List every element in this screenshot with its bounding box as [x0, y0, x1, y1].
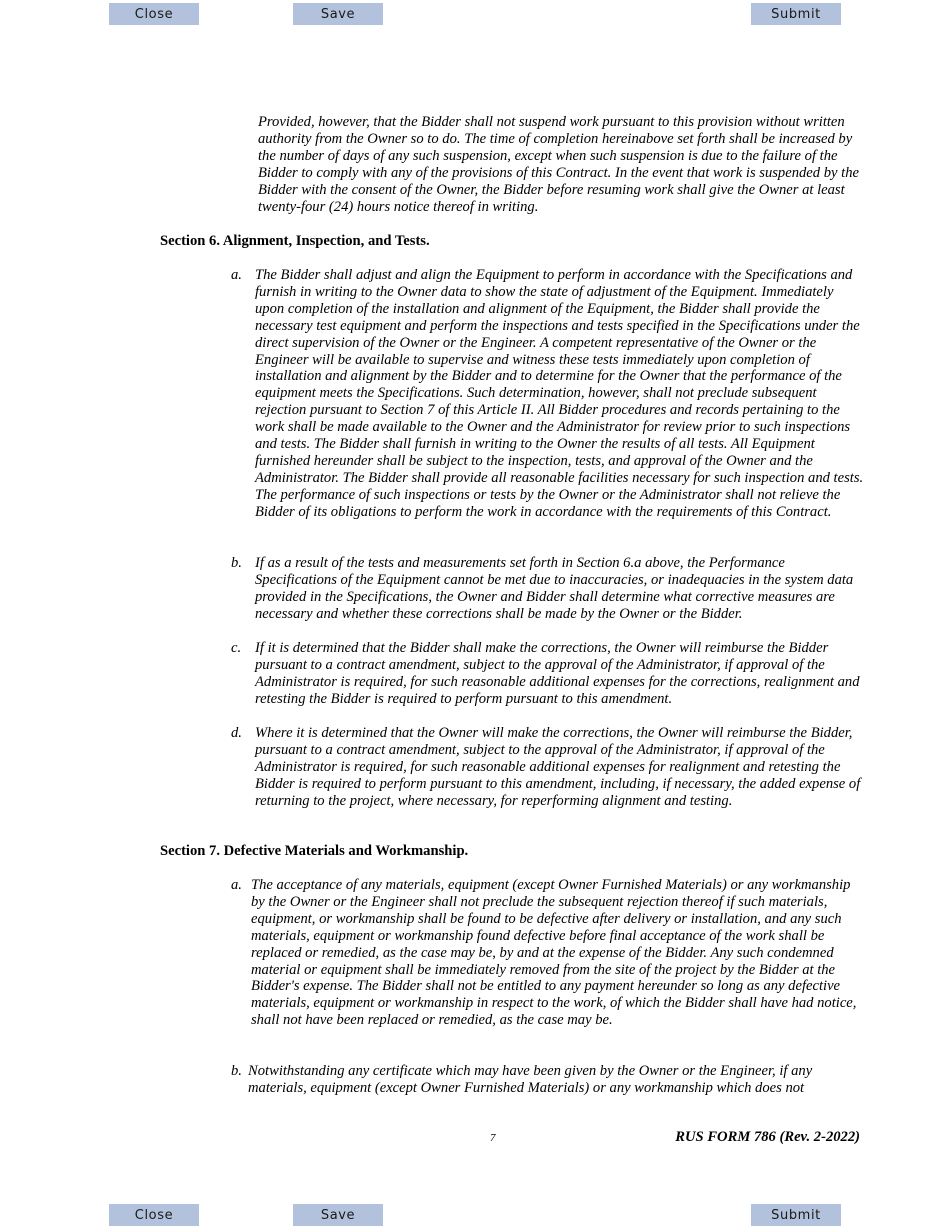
- save-button[interactable]: Save: [293, 3, 383, 25]
- list-label: a.: [231, 877, 242, 893]
- form-identifier: RUS FORM 786 (Rev. 2-2022): [675, 1129, 860, 1145]
- list-label: b.: [231, 1063, 242, 1079]
- list-label: d.: [231, 725, 242, 741]
- list-text: If as a result of the tests and measurements set forth in Section 6.a above, the Performance Specifications of the Equipment cannot be met due to inaccuracies, or inadequacies in the system data provided in the Specifications, the Owner and Bidder shall determine what corrective measures are necessary and whether these corrections shall be made by the Owner or the Bidder.: [255, 555, 854, 622]
- page-number: 7: [490, 1132, 496, 1144]
- submit-button[interactable]: Submit: [751, 1204, 841, 1226]
- list-text: Notwithstanding any certificate which may have been given by the Owner or the Engineer, if any materials, equipment (except Owner Furnished Materials) or any workmanship which does not: [248, 1063, 813, 1096]
- close-button[interactable]: Close: [109, 1204, 199, 1226]
- submit-button[interactable]: Submit: [751, 3, 841, 25]
- close-button[interactable]: Close: [109, 3, 199, 25]
- list-text: The Bidder shall adjust and align the Equipment to perform in accordance with the Specifications and furnish in writing to the Owner data to show the state of adjustment of the Equipment. Immediately upon completion of the installation and alignment of the Equipment, the Bidder shall provide the necessary test equipment and perform the inspections and tests specified in the Specifications under the direct supervision of the Owner or the Engineer. A competent representative of the Owner or the Engineer will be available to supervise and witness these tests immediately upon completion of installation and alignment by the Bidder and to determine for the Owner that the performance of the equipment meets the Specifications. Such determination, however, shall not preclude subsequent rejection pursuant to Section 7 of this Article II. All Bidder procedures and records pertaining to the work shall be made available to the Owner and the Administrator for review prior to such inspections and tests. The Bidder shall furnish in writing to the Owner the results of all tests. All Equipment furnished hereunder shall be subject to the inspection, tests, and approval of the Owner and the Administrator. The Bidder shall provide all reasonable facilities necessary for such inspection and tests. The performance of such inspections or tests by the Owner or the Administrator shall not relieve the Bidder of its obligations to perform the work in accordance with the requirements of this Contract.: [255, 267, 864, 520]
- list-text: If it is determined that the Bidder shall make the corrections, the Owner will reimburse the Bidder pursuant to a contract amendment, subject to the approval of the Administrator, if approval of the Administrator is required, for such reasonable additional expenses for the corrections, realignment and retesting the Bidder is required to perform pursuant to this amendment.: [255, 640, 860, 707]
- list-text: The acceptance of any materials, equipment (except Owner Furnished Materials) or any workmanship by the Owner or the Engineer shall not preclude the subsequent rejection thereof if such materials, equipment, or workmanship shall be found to be defective after delivery or installation, and any such materials, equipment or workmanship found defective before final acceptance of the work shall be replaced or remedied, as the case may be, by and at the expense of the Bidder. Any such condemned material or equipment shall be immediately removed from the site of the project by the Bidder at the Bidder's expense. The Bidder shall not be entitled to any payment hereunder so long as any defective materials, equipment or workmanship in respect to the work, of which the Bidder shall have had notice, shall not have been replaced or remedied, as the case may be.: [251, 877, 857, 1029]
- intro-paragraph: Provided, however, that the Bidder shall not suspend work pursuant to this provision without written authority from the Owner so to do. The time of completion hereinabove set forth shall be increased by the number of days of any such suspension, except when such suspension is due to the failure of the Bidder to comply with any of the provisions of this Contract. In the event that work is suspended by the Bidder with the consent of the Owner, the Bidder before resuming work shall give the Owner at least twenty-four (24) hours notice thereof in writing.: [258, 114, 859, 215]
- list-label: a.: [231, 267, 242, 283]
- save-button[interactable]: Save: [293, 1204, 383, 1226]
- list-label: b.: [231, 555, 242, 571]
- section-7-heading: Section 7. Defective Materials and Workmanship.: [160, 843, 469, 859]
- list-label: c.: [231, 640, 242, 656]
- list-text: Where it is determined that the Owner will make the corrections, the Owner will reimburse the Bidder, pursuant to a contract amendment, subject to the approval of the Administrator, if approval of the Administrator is required, for such reasonable additional expenses for realignment and retesting the Bidder is required to perform pursuant to this amendment, including, if necessary, the added expense of returning to the project, where necessary, for reperforming alignment and testing.: [255, 725, 861, 809]
- section-6-heading: Section 6. Alignment, Inspection, and Tests.: [160, 233, 430, 249]
